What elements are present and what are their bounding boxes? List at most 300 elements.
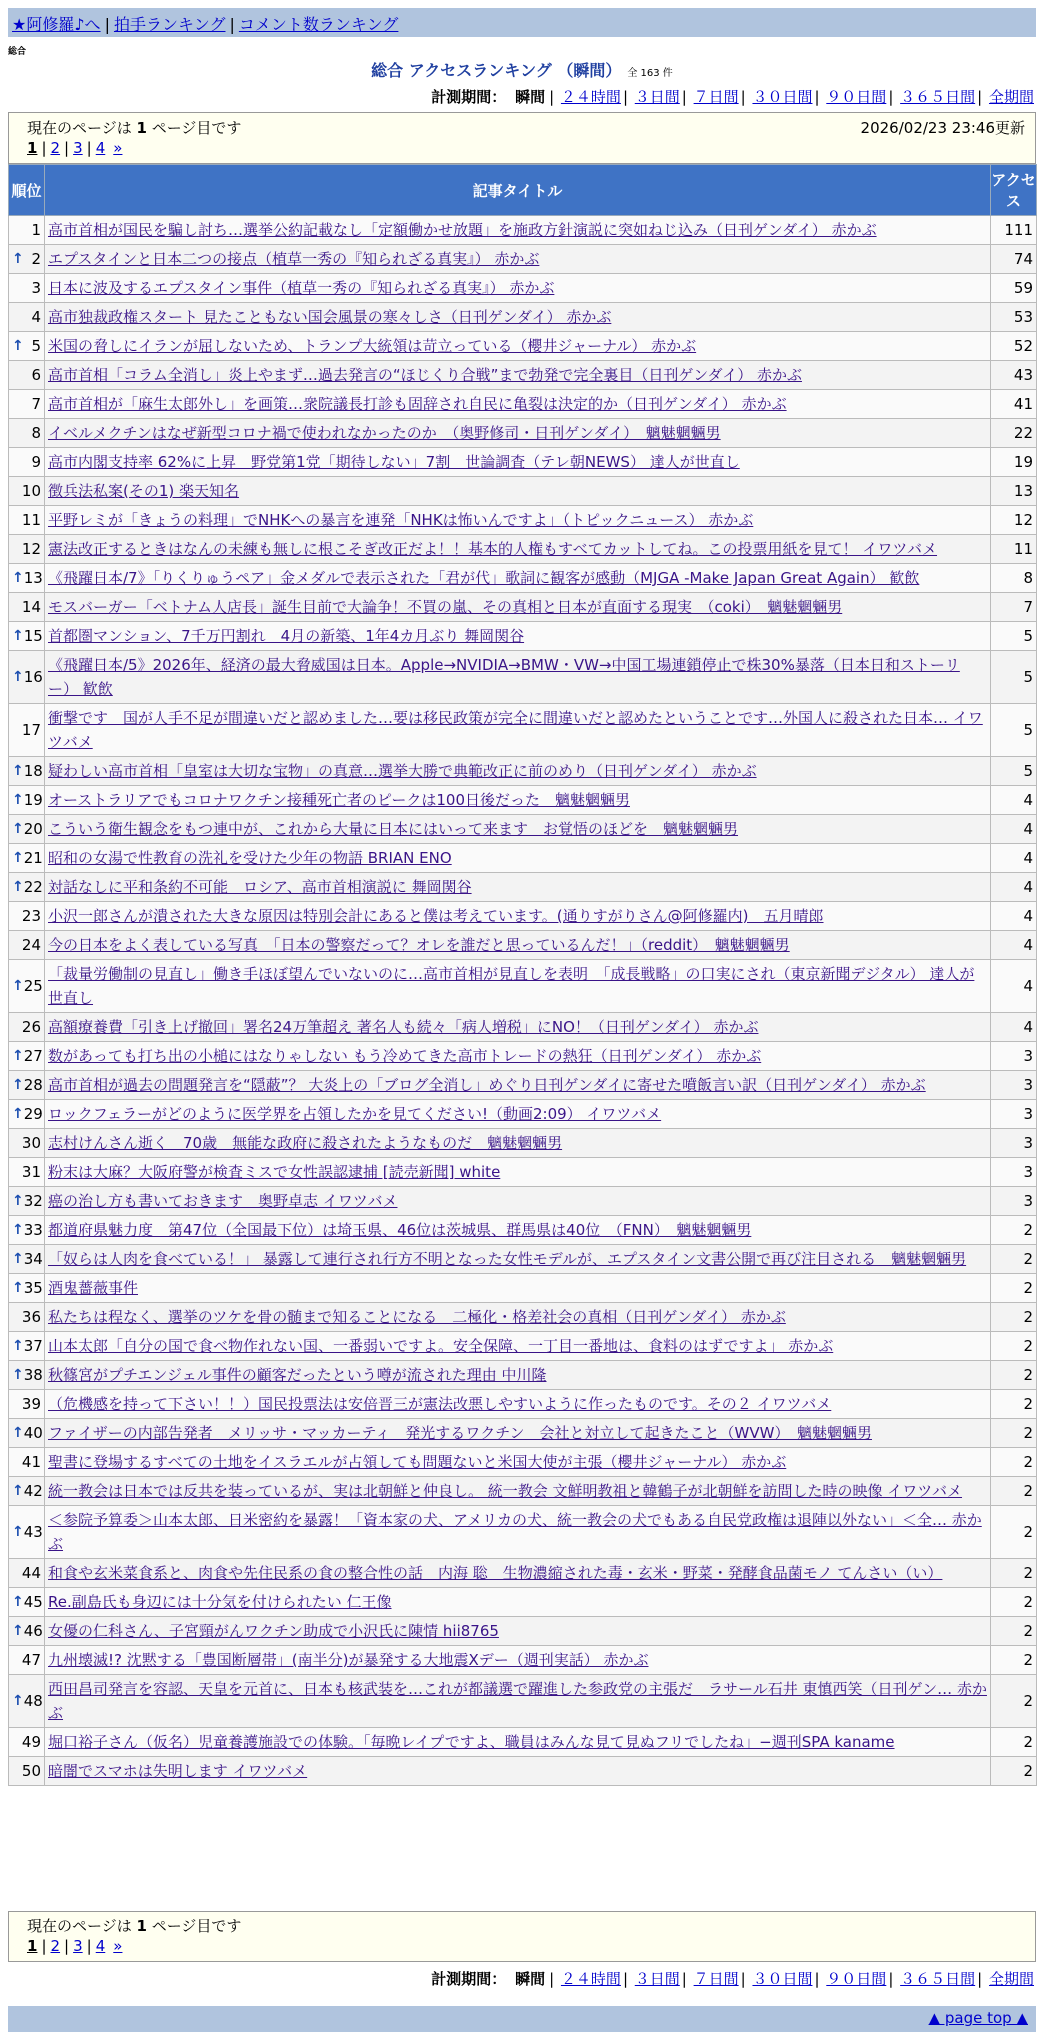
article-link[interactable]: 山本太郎「自分の国で食べ物作れない国、一番弱いですよ。安全保障、一丁目一番地は、食料のはずですよ」 赤かぶ: [48, 1337, 834, 1355]
ranking-rows: [9, 216, 1037, 1786]
rank-number: 10: [21, 482, 41, 500]
title-cell: [45, 535, 991, 564]
arrow-up-icon: ↑: [12, 251, 24, 267]
table-row: [9, 506, 1037, 535]
arrow-up-icon: ↑: [12, 1193, 24, 1209]
header-access: アクセス: [991, 165, 1037, 216]
rank-cell: [9, 274, 45, 303]
rank-number: 17: [21, 721, 41, 739]
table-row: [9, 1100, 1037, 1129]
title-cell: [45, 506, 991, 535]
period-90d[interactable]: ９０日間: [826, 88, 887, 106]
table-row: [9, 1158, 1037, 1187]
table-row: [9, 786, 1037, 815]
article-link[interactable]: 高市首相が国民を騙し討ち…選挙公約記載なし「定額働かせ放題」を施政方針演説に突如ねじ込み（日刊ゲンダイ） 赤かぶ: [48, 221, 877, 239]
access-count: 41: [991, 390, 1037, 419]
period-24h[interactable]: ２４時間: [560, 1970, 621, 1988]
access-count: 2: [991, 1559, 1037, 1588]
article-link[interactable]: 憲法改正するときはなんの未練も無しに根こそぎ改正だよ！！基本的人権もすべてカットしてね。この投票用紙を見て！ イワツバメ: [48, 540, 938, 558]
access-count: 7: [991, 593, 1037, 622]
article-link[interactable]: 粉末は大麻？大阪府警が検査ミスで女性誤認逮捕 [読売新聞] white: [48, 1163, 501, 1181]
page-3[interactable]: 3: [73, 1937, 83, 1955]
rank-number: 33: [23, 1221, 43, 1239]
arrow-up-icon: ↑: [12, 763, 24, 779]
access-count: 43: [991, 361, 1037, 390]
page-2[interactable]: 2: [50, 1937, 61, 1955]
access-count: 4: [991, 931, 1037, 960]
header-rank: 順位: [9, 165, 45, 216]
rank-cell: [9, 960, 45, 1013]
page-4[interactable]: 4: [95, 139, 106, 157]
link-applause-ranking[interactable]: 拍手ランキング: [113, 15, 226, 34]
title-cell: [45, 873, 991, 902]
table-row: [9, 844, 1037, 873]
article-link[interactable]: ファイザーの内部告発者 メリッサ・マッカーティ 発光するワクチン 会社と対立して起きたこと（WVW） 魑魅魍魎男: [48, 1424, 872, 1442]
access-count: 2: [991, 1390, 1037, 1419]
title-cell: [45, 216, 991, 245]
period-24h[interactable]: ２４時間: [560, 88, 621, 106]
table-row: [9, 1757, 1037, 1786]
rank-number: 3: [31, 279, 41, 297]
rank-number: 18: [23, 762, 43, 780]
table-row: [9, 593, 1037, 622]
period-30d[interactable]: ３０日間: [752, 88, 813, 106]
arrow-up-icon: ↑: [12, 1524, 24, 1540]
article-link[interactable]: 昭和の女湯で性教育の洗礼を受けた少年の物語 BRIAN ENO: [48, 849, 452, 867]
period-3d[interactable]: ３日間: [634, 1970, 680, 1988]
access-count: 53: [991, 303, 1037, 332]
rank-cell: [9, 1477, 45, 1506]
rank-number: 37: [23, 1337, 43, 1355]
rank-number: 35: [23, 1279, 43, 1297]
rank-cell: [9, 1042, 45, 1071]
title-cell: [45, 245, 991, 274]
period-7d[interactable]: ７日間: [693, 1970, 739, 1988]
rank-cell: [9, 1274, 45, 1303]
access-count: 2: [991, 1728, 1037, 1757]
period-current: 瞬間: [515, 1970, 546, 1988]
rank-number: 14: [21, 598, 41, 616]
current-page-text: [27, 1915, 241, 1936]
rank-cell: [9, 757, 45, 786]
rank-number: 20: [23, 820, 43, 838]
rank-number: 19: [23, 791, 43, 809]
table-row: [9, 757, 1037, 786]
title-cell: [45, 1187, 991, 1216]
title-cell: [45, 1216, 991, 1245]
access-count: 2: [991, 1274, 1037, 1303]
period-365d[interactable]: ３６５日間: [900, 1970, 976, 1988]
rank-cell: [9, 564, 45, 593]
rank-cell: [9, 361, 45, 390]
title-cell: [45, 1675, 991, 1728]
access-count: 3: [991, 1042, 1037, 1071]
table-row: [9, 361, 1037, 390]
access-count: 111: [991, 216, 1037, 245]
period-all[interactable]: 全期間: [988, 1970, 1034, 1988]
rank-number: 23: [21, 907, 41, 925]
title-cell: [45, 1588, 991, 1617]
article-link[interactable]: 首都圏マンション、7千万円割れ 4月の新築、1年4カ月ぶり 舞岡関谷: [48, 627, 525, 645]
title-cell: [45, 757, 991, 786]
access-count: 59: [991, 274, 1037, 303]
rank-number: 43: [23, 1523, 43, 1541]
rank-cell: [9, 245, 45, 274]
rank-number: 1: [31, 221, 41, 239]
table-row: [9, 1448, 1037, 1477]
page-text-prefix: 現在のページは: [27, 1917, 132, 1935]
title-cell: [45, 564, 991, 593]
table-row: [9, 960, 1037, 1013]
article-link[interactable]: （危機感を持って下さい！！）国民投票法は安倍晋三が憲法改悪しやすいように作ったものです。その２ イワツバメ: [48, 1395, 832, 1413]
table-row: [9, 535, 1037, 564]
table-row: [9, 477, 1037, 506]
table-row: [9, 419, 1037, 448]
access-count: 5: [991, 757, 1037, 786]
arrow-up-icon: ↑: [12, 1693, 24, 1709]
arrow-up-icon: ↑: [12, 1367, 24, 1383]
link-asyura-home[interactable]: ★阿修羅♪へ: [12, 15, 101, 34]
rank-cell: [9, 1071, 45, 1100]
title-cell: [45, 1419, 991, 1448]
table-row: [9, 448, 1037, 477]
article-link[interactable]: 今の日本をよく表している写真 「日本の警察だって？オレを誰だと思っているんだ！」（reddit） 魑魅魍魎男: [48, 936, 790, 954]
page-1: 1: [27, 1937, 38, 1955]
rank-number: 26: [21, 1018, 41, 1036]
article-link[interactable]: 女優の仁科さん、子宮頸がんワクチン助成で小沢氏に陳情 hii8765: [48, 1622, 499, 1640]
period-all[interactable]: 全期間: [988, 88, 1034, 106]
rank-cell: [9, 535, 45, 564]
rank-number: 39: [21, 1395, 41, 1413]
page-2[interactable]: 2: [50, 139, 61, 157]
title-cell: [45, 1071, 991, 1100]
rank-cell: [9, 844, 45, 873]
rank-cell: [9, 1390, 45, 1419]
rank-cell: [9, 1187, 45, 1216]
rank-number: 34: [23, 1250, 43, 1268]
table-row: [9, 303, 1037, 332]
article-link[interactable]: 堀口裕子さん（仮名）児童養護施設での体験。「毎晩レイプですよ、職員はみんな見て見ぬフリでしたね」−週刊SPA kaname: [48, 1733, 895, 1751]
access-count: 52: [991, 332, 1037, 361]
rank-cell: [9, 506, 45, 535]
rank-number: 4: [31, 308, 41, 326]
table-row: [9, 1303, 1037, 1332]
table-row: [9, 704, 1037, 757]
access-count: 2: [991, 1477, 1037, 1506]
rank-cell: [9, 1419, 45, 1448]
article-link[interactable]: 高市独裁政権スタート 見たこともない国会風景の寒々しさ（日刊ゲンダイ） 赤かぶ: [48, 308, 612, 326]
table-row: [9, 1274, 1037, 1303]
rank-cell: [9, 1757, 45, 1786]
article-link[interactable]: 数があっても打ち出の小槌にはなりゃしない もう冷めてきた高市トレードの熱狂（日刊ゲンダイ） 赤かぶ: [48, 1047, 762, 1065]
category-label: 総合: [8, 47, 27, 57]
article-link[interactable]: こういう衛生観念をもつ連中が、これから大量に日本にはいって来ます お覚悟のほどを 魑魅魍魎男: [48, 820, 739, 838]
table-row: [9, 902, 1037, 931]
rank-number: 44: [21, 1564, 41, 1582]
access-count: 2: [991, 1361, 1037, 1390]
rank-cell: [9, 786, 45, 815]
rank-cell: [9, 815, 45, 844]
table-row: [9, 1245, 1037, 1274]
link-comment-ranking[interactable]: コメント数ランキング: [238, 15, 399, 34]
page-title: 総合 アクセスランキング （瞬間）: [371, 61, 622, 80]
title-cell: [45, 303, 991, 332]
rank-cell: [9, 390, 45, 419]
arrow-up-icon: ↑: [12, 1594, 24, 1610]
arrow-up-icon: ↑: [12, 821, 24, 837]
table-row: [9, 1390, 1037, 1419]
article-link[interactable]: Re.副島氏も身辺には十分気を付けられたい 仁王像: [48, 1593, 392, 1611]
arrow-up-icon: ↑: [12, 1077, 24, 1093]
table-row: [9, 815, 1037, 844]
page-info-top: [8, 112, 1036, 164]
arrow-up-icon: ↑: [12, 1425, 24, 1441]
access-count: 2: [991, 1757, 1037, 1786]
period-current: 瞬間: [515, 88, 546, 106]
period-label: 計測期間：: [431, 88, 507, 106]
arrow-up-icon: ↑: [12, 338, 24, 354]
article-link[interactable]: 高額療養費「引き上げ撤回」署名24万筆超え 著名人も続々「病人増税」にNO！（日刊ゲンダイ） 赤かぶ: [48, 1018, 759, 1036]
title-cell: [45, 1303, 991, 1332]
access-count: 13: [991, 477, 1037, 506]
arrow-up-icon: ↑: [12, 1106, 24, 1122]
arrow-up-icon: ↑: [12, 1623, 24, 1639]
rank-number: 40: [23, 1424, 43, 1442]
rank-cell: [9, 216, 45, 245]
title-cell: [45, 1361, 991, 1390]
access-count: 3: [991, 1158, 1037, 1187]
rank-number: 22: [23, 878, 43, 896]
rank-cell: [9, 1158, 45, 1187]
rank-number: 15: [23, 627, 43, 645]
article-link[interactable]: 日本に波及するエプスタイン事件（植草一秀の『知られざる真実』） 赤かぶ: [48, 279, 555, 297]
rank-cell: [9, 1588, 45, 1617]
page-number: 1: [136, 119, 147, 137]
access-count: 5: [991, 651, 1037, 704]
table-row: [9, 564, 1037, 593]
article-link[interactable]: 高市首相「コラム全消し」炎上やまず…過去発言の“ほじくり合戦”まで勃発で完全裏目（日刊ゲンダイ） 赤かぶ: [48, 366, 802, 384]
rank-cell: [9, 1361, 45, 1390]
arrow-up-icon: ↑: [12, 1048, 24, 1064]
next-page[interactable]: »: [113, 139, 123, 157]
article-link[interactable]: 和食や玄米菜食系と、肉食や先住民系の食の整合性の話 内海 聡 生物濃縮された毒・玄米・野菜・発酵食品菌モノ てんさい（い）: [48, 1564, 943, 1582]
table-row: [9, 1361, 1037, 1390]
page-4[interactable]: 4: [95, 1937, 106, 1955]
table-row: [9, 1332, 1037, 1361]
access-count: 4: [991, 960, 1037, 1013]
title-cell: [45, 1158, 991, 1187]
article-link[interactable]: 聖書に登場するすべての土地をイスラエルが占領しても問題ないと米国大使が主張（櫻井ジャーナル） 赤かぶ: [48, 1453, 787, 1471]
rank-number: 46: [23, 1622, 43, 1640]
article-link[interactable]: 都道府県魅力度 第47位（全国最下位）は埼玉県、46位は茨城県、群馬県は40位 （FNN） 魑魅魍魎男: [48, 1221, 752, 1239]
title-cell: [45, 419, 991, 448]
article-link[interactable]: エプスタインと日本二つの接点（植草一秀の『知られざる真実』） 赤かぶ: [48, 250, 540, 268]
article-link[interactable]: 「裁量労働制の見直し」働き手ほぼ望んでいないのに…高市首相が見直しを表明 「成長戦略」の口実にされ（東京新聞デジタル） 達人が世直し: [48, 965, 975, 1007]
title-cell: [45, 622, 991, 651]
article-link[interactable]: 九州壊滅!? 沈黙する「豊国断層帯」(南半分)が暴発する大地震Xデー（週刊実話） 赤かぶ: [48, 1651, 649, 1669]
rank-number: 21: [23, 849, 43, 867]
article-link[interactable]: イベルメクチンはなぜ新型コロナ禍で使われなかったのか （奥野修司・日刊ゲンダイ） 魑魅魍魎男: [48, 424, 721, 442]
title-cell: [45, 390, 991, 419]
title-cell: [45, 1100, 991, 1129]
table-row: [9, 1506, 1037, 1559]
access-count: 2: [991, 1448, 1037, 1477]
rank-cell: [9, 651, 45, 704]
article-link[interactable]: モスバーガー「ベトナム人店長」誕生目前で大論争！不買の嵐、その真相と日本が直面する現実 （coki） 魑魅魍魎男: [48, 598, 843, 616]
rank-cell: [9, 1617, 45, 1646]
article-link[interactable]: 統一教会は日本では反共を装っているが、実は北朝鮮と仲良し。 統一教会 文鮮明教祖と韓鶴子が北朝鮮を訪問した時の映像 イワツバメ: [48, 1482, 963, 1500]
article-link[interactable]: 秋篠宮がプチエンジェル事件の顧客だったという噂が流された理由 中川隆: [48, 1366, 547, 1384]
access-count: 3: [991, 1187, 1037, 1216]
access-count: 2: [991, 1675, 1037, 1728]
article-link[interactable]: 衝撃です 国が人手不足が間違いだと認めました…要は移民政策が完全に間違いだと認めたということです…外国人に殺された日本… イワツバメ: [48, 709, 983, 751]
article-link[interactable]: 私たちは程なく、選挙のツケを骨の髄まで知ることになる 二極化・格差社会の真相（日刊ゲンダイ） 赤かぶ: [48, 1308, 786, 1326]
period-label: 計測期間：: [431, 1970, 507, 1988]
ranking-table: [8, 164, 1037, 1786]
arrow-up-icon: ↑: [12, 879, 24, 895]
article-link[interactable]: 高市首相が「麻生太郎外し」を画策…衆院議長打診も固辞され自民に亀裂は決定的か（日刊ゲンダイ） 赤かぶ: [48, 395, 787, 413]
access-count: 4: [991, 1013, 1037, 1042]
access-count: 4: [991, 815, 1037, 844]
rank-cell: [9, 1646, 45, 1675]
page-3[interactable]: 3: [73, 139, 83, 157]
access-count: 11: [991, 535, 1037, 564]
table-row: [9, 274, 1037, 303]
access-count: 5: [991, 622, 1037, 651]
title-cell: [45, 960, 991, 1013]
rank-number: 38: [23, 1366, 43, 1384]
access-count: 2: [991, 1617, 1037, 1646]
rank-number: 7: [31, 395, 41, 413]
rank-number: 6: [31, 366, 41, 384]
article-link[interactable]: 癌の治し方も書いておきます 奥野卓志 イワツバメ: [48, 1192, 398, 1210]
rank-cell: [9, 477, 45, 506]
rank-number: 16: [23, 668, 43, 686]
page-text-suffix: ページ目です: [151, 1917, 242, 1935]
rank-number: 32: [23, 1192, 43, 1210]
title-cell: [45, 844, 991, 873]
article-link[interactable]: 《飛躍日本/5》2026年、経済の最大脅威国は日本。Apple→NVIDIA→BMW・VW→中国工場連鎖停止で株30%暴落（日本日和ストーリー） 歓飲: [48, 656, 960, 698]
title-cell: [45, 1129, 991, 1158]
article-link[interactable]: 高市内閣支持率 62%に上昇 野党第1党「期待しない」7割 世論調査（テレ朝NEWS） 達人が世直し: [48, 453, 740, 471]
title-cell: [45, 1506, 991, 1559]
title-cell: [45, 902, 991, 931]
period-90d[interactable]: ９０日間: [826, 1970, 887, 1988]
rank-cell: [9, 1245, 45, 1274]
access-count: 4: [991, 873, 1037, 902]
article-link[interactable]: 暗闇でスマホは失明します イワツバメ: [48, 1762, 308, 1780]
rank-number: 30: [21, 1134, 41, 1152]
article-link[interactable]: 「奴らは人肉を食べている！」 暴露して連行され行方不明となった女性モデルが、エプスタイン文書公開で再び注目される 魑魅魍魎男: [48, 1250, 967, 1268]
article-link[interactable]: 西田昌司発言を容認、天皇を元首に、日本も核武装を…これが都議選で躍進した参政党の主張だ ラサール石井 東慎西笑（日刊ゲン… 赤かぶ: [48, 1680, 987, 1722]
rank-cell: [9, 1448, 45, 1477]
period-7d[interactable]: ７日間: [693, 88, 739, 106]
title-cell: [45, 361, 991, 390]
access-count: 74: [991, 245, 1037, 274]
page-top-link[interactable]: ▲ page top ▲: [928, 2009, 1028, 2027]
separator: |: [229, 15, 235, 34]
rank-cell: [9, 873, 45, 902]
article-link[interactable]: オーストラリアでもコロナワクチン接種死亡者のピークは100日後だった 魑魅魍魎男: [48, 791, 630, 809]
rank-cell: [9, 1129, 45, 1158]
access-count: 2: [991, 1419, 1037, 1448]
rank-number: 41: [21, 1453, 41, 1471]
article-link[interactable]: 志村けんさん逝く 70歳 無能な政府に殺されたようなものだ 魑魅魍魎男: [48, 1134, 563, 1152]
article-link[interactable]: ロックフェラーがどのように医学界を占領したかを見てください!（動画2:09） イワツバメ: [48, 1105, 662, 1123]
current-page-text: [27, 117, 241, 138]
article-link[interactable]: 米国の脅しにイランが屈しないため、トランプ大統領は苛立っている（櫻井ジャーナル） 赤かぶ: [48, 337, 697, 355]
page-text-suffix: ページ目です: [151, 119, 242, 137]
table-row: [9, 216, 1037, 245]
article-link[interactable]: 徴兵法私案(その1) 楽天知名: [48, 482, 240, 500]
table-row: [9, 1187, 1037, 1216]
title-cell: [45, 815, 991, 844]
table-row: [9, 1588, 1037, 1617]
arrow-up-icon: ↑: [12, 628, 24, 644]
next-page[interactable]: »: [113, 1937, 123, 1955]
article-link[interactable]: 酒鬼薔薇事件: [48, 1279, 139, 1297]
period-3d[interactable]: ３日間: [634, 88, 680, 106]
arrow-up-icon: ↑: [12, 669, 24, 685]
article-link[interactable]: ＜参院予算委＞山本太郎、日米密約を暴露！「資本家の犬、アメリカの犬、統一教会の犬でもある自民党政権は退陣以外ない」＜全… 赤かぶ: [48, 1511, 982, 1553]
access-count: 3: [991, 1100, 1037, 1129]
rank-cell: [9, 303, 45, 332]
access-count: 2: [991, 1588, 1037, 1617]
title-cell: [45, 1617, 991, 1646]
article-link[interactable]: 小沢一郎さんが潰された大きな原因は特別会計にあると僕は考えています。(通りすがりさん@阿修羅内) 五月晴郎: [48, 907, 824, 925]
period-selector-top: 計測期間： 瞬間 | ２４時間 | ３日間 | ７日間 | ３０日間 | ９０日間 | ３６５日間 | 全期間: [431, 88, 1034, 106]
access-count: 19: [991, 448, 1037, 477]
rank-cell: [9, 1675, 45, 1728]
rank-cell: [9, 1216, 45, 1245]
period-30d[interactable]: ３０日間: [752, 1970, 813, 1988]
bottom-bar: [8, 2006, 1036, 2032]
updated-timestamp: 2026/02/23 23:46更新: [860, 119, 1025, 137]
ranking-header: [0, 58, 1044, 81]
rank-number: 13: [23, 569, 43, 587]
rank-number: 11: [21, 511, 41, 529]
article-link[interactable]: 対話なしに平和条約不可能 ロシア、高市首相演説に 舞岡関谷: [48, 878, 472, 896]
page-text-prefix: 現在のページは: [27, 119, 132, 137]
rank-number: 47: [21, 1651, 41, 1669]
access-count: 3: [991, 1129, 1037, 1158]
table-row: [9, 651, 1037, 704]
title-cell: [45, 593, 991, 622]
page-number: 1: [136, 1917, 147, 1935]
rank-number: 24: [21, 936, 41, 954]
rank-cell: [9, 1013, 45, 1042]
rank-cell: [9, 704, 45, 757]
table-row: [9, 1042, 1037, 1071]
article-link[interactable]: 疑わしい高市首相「皇室は大切な宝物」の真意…選挙大勝で典範改正に前のめり（日刊ゲンダイ） 赤かぶ: [48, 762, 757, 780]
article-link[interactable]: 平野レミが「きょうの料理」でNHKへの暴言を連発「NHKは怖いんですよ」（トピックニュース） 赤かぶ: [48, 511, 754, 529]
article-link[interactable]: 高市首相が過去の問題発言を“隠蔽”？ 大炎上の「ブログ全消し」めぐり日刊ゲンダイに寄せた噴飯言い訳（日刊ゲンダイ） 赤かぶ: [48, 1076, 926, 1094]
total-count: 全 163 件: [627, 68, 673, 79]
table-row: [9, 1129, 1037, 1158]
access-count: 2: [991, 1646, 1037, 1675]
access-count: 2: [991, 1506, 1037, 1559]
article-link[interactable]: 《飛躍日本/7》「りくりゅうペア」金メダルで表示された「君が代」歌詞に観客が感動（MJGA -Make Japan Great Again） 歓飲: [48, 569, 920, 587]
period-365d[interactable]: ３６５日間: [900, 88, 976, 106]
access-count: 2: [991, 1245, 1037, 1274]
rank-cell: [9, 1100, 45, 1129]
arrow-up-icon: ↑: [12, 850, 24, 866]
title-cell: [45, 651, 991, 704]
top-nav-bar: [8, 8, 1036, 37]
rank-number: 36: [21, 1308, 41, 1326]
arrow-up-icon: ↑: [12, 1251, 24, 1267]
access-count: 3: [991, 1071, 1037, 1100]
